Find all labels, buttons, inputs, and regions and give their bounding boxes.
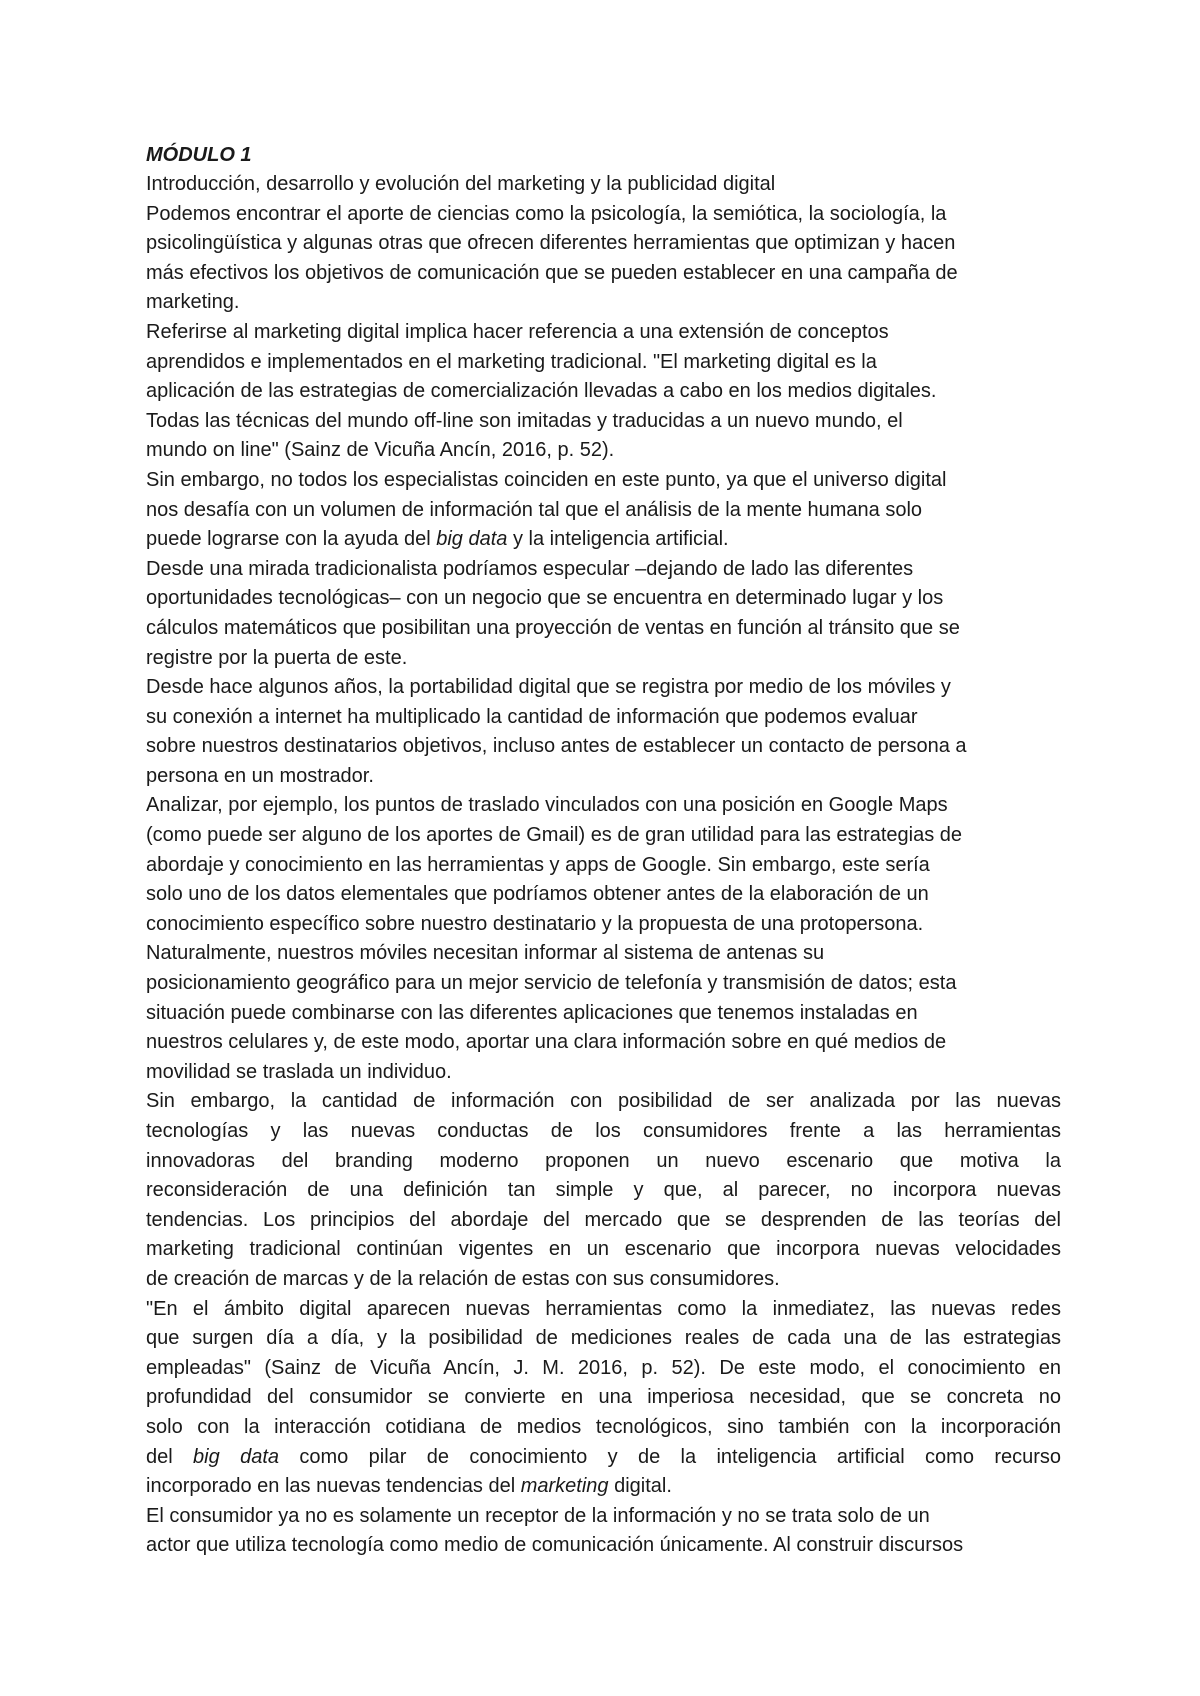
paragraph-6 xyxy=(146,791,1061,939)
text-line xyxy=(146,1472,1061,1502)
text-line: Desde hace algunos años, la portabilidad digital que se registra por medio de los móviles y xyxy=(146,676,951,699)
text-line: marketing. xyxy=(146,291,240,314)
text-run: y la inteligencia artificial. xyxy=(507,528,729,551)
text-run: puede lograrse con la ayuda del xyxy=(146,528,437,551)
paragraph-2 xyxy=(146,318,1061,466)
text-line: tecnologías y las nuevas conductas de los consumidores frente a las herramientas xyxy=(146,1120,1061,1142)
text-line: que surgen día a día, y la posibilidad de mediciones reales de cada una de las estrategias xyxy=(146,1327,1061,1350)
text-line: solo uno de los datos elementales que podríamos obtener antes de la elaboración de un xyxy=(146,883,929,906)
text-line: Referirse al marketing digital implica hacer referencia a una extensión de conceptos xyxy=(146,320,889,343)
text-run: incorporado en las nuevas tendencias del xyxy=(146,1475,521,1498)
text-line: profundidad del consumidor se convierte en una imperiosa necesidad, que se concreta no xyxy=(146,1386,1061,1409)
text-line: Todas las técnicas del mundo off-line son imitadas y traducidas a un nuevo mundo, el xyxy=(146,409,903,432)
text-line: Sin embargo, la cantidad de información con posibilidad de ser analizada por las nuevas xyxy=(146,1090,1061,1113)
text-line: nuestros celulares y, de este modo, aportar una clara información sobre en qué medios de xyxy=(146,1031,947,1054)
text-line: mundo on line" (Sainz de Vicuña Ancín, 2016, p. 52). xyxy=(146,439,615,462)
text-line: actor que utiliza tecnología como medio de comunicación únicamente. Al construir discursos xyxy=(146,1534,964,1557)
text-line xyxy=(146,1443,1061,1473)
text-line: "En el ámbito digital aparecen nuevas herramientas como la inmediatez, las nuevas redes xyxy=(146,1297,1061,1320)
italic-term: big data xyxy=(193,1445,280,1468)
paragraph-8 xyxy=(146,1087,1061,1294)
text-run: del xyxy=(146,1445,194,1468)
text-line: marketing tradicional continúan vigentes en un escenario que incorpora nuevas velocidades xyxy=(146,1238,1061,1261)
module-subtitle xyxy=(146,170,1061,200)
text-line: posicionamiento geográfico para un mejor servicio de telefonía y transmisión de datos; esta xyxy=(146,972,957,995)
paragraph-4 xyxy=(146,555,1061,673)
text-line: abordaje y conocimiento en las herramientas y apps de Google. Sin embargo, este sería xyxy=(146,853,930,876)
text-line: nos desafía con un volumen de información tal que el análisis de la mente humana solo xyxy=(146,498,923,521)
text-line: de creación de marcas y de la relación de estas con sus consumidores. xyxy=(146,1267,780,1290)
text-line xyxy=(146,525,1061,555)
text-line: sobre nuestros destinatarios objetivos, incluso antes de establecer un contacto de persona a xyxy=(146,735,967,758)
text-line: Podemos encontrar el aporte de ciencias como la psicología, la semiótica, la sociología, la xyxy=(146,202,947,225)
text-line: Analizar, por ejemplo, los puntos de traslado vinculados con una posición en Google Maps xyxy=(146,794,948,817)
text-line: su conexión a internet ha multiplicado la cantidad de información que podemos evaluar xyxy=(146,705,918,728)
paragraph-7 xyxy=(146,939,1061,1087)
italic-term: big data xyxy=(436,528,508,551)
text-line: Naturalmente, nuestros móviles necesitan informar al sistema de antenas su xyxy=(146,942,825,965)
module-heading: MÓDULO 1 xyxy=(146,144,252,166)
text-line: empleadas" (Sainz de Vicuña Ancín, J. M. 2016, p. 52). De este modo, el conocimiento en xyxy=(146,1356,1061,1379)
text-line: conocimiento específico sobre nuestro destinatario y la propuesta de una protopersona. xyxy=(146,912,924,935)
text-line: movilidad se traslada un individuo. xyxy=(146,1060,452,1083)
text-line: aplicación de las estrategias de comercialización llevadas a cabo en los medios digitales. xyxy=(146,380,937,403)
paragraph-5 xyxy=(146,673,1061,791)
text-line: Desde una mirada tradicionalista podríamos especular –dejando de lado las diferentes xyxy=(146,557,914,580)
text-line: situación puede combinarse con las diferentes aplicaciones que tenemos instaladas en xyxy=(146,1001,918,1024)
text-line: reconsideración de una definición tan simple y que, al parecer, no incorpora nuevas xyxy=(146,1179,1061,1202)
text-line: cálculos matemáticos que posibilitan una proyección de ventas en función al tránsito que se xyxy=(146,616,960,639)
text-line: oportunidades tecnológicas– con un negocio que se encuentra en determinado lugar y los xyxy=(146,587,944,610)
paragraph-3 xyxy=(146,466,1061,555)
subtitle-line: Introducción, desarrollo y evolución del marketing y la publicidad digital xyxy=(146,173,776,195)
text-line: más efectivos los objetivos de comunicación que se pueden establecer en una campaña de xyxy=(146,261,958,284)
paragraph-1 xyxy=(146,200,1061,318)
text-line: El consumidor ya no es solamente un receptor de la información y no se trata solo de un xyxy=(146,1504,930,1527)
paragraph-9 xyxy=(146,1295,1061,1502)
text-line: tendencias. Los principios del abordaje del mercado que se desprenden de las teorías del xyxy=(146,1208,1061,1231)
text-line: solo con la interacción cotidiana de medios tecnológicos, sino también con la incorporación xyxy=(146,1415,1061,1438)
text-line: aprendidos e implementados en el marketing tradicional. "El marketing digital es la xyxy=(146,350,877,373)
paragraph-10 xyxy=(146,1502,1061,1561)
text-line: psicolingüística y algunas otras que ofrecen diferentes herramientas que optimizan y hacen xyxy=(146,232,956,255)
text-line: Sin embargo, no todos los especialistas coinciden en este punto, ya que el universo digital xyxy=(146,468,947,491)
text-line: (como puede ser alguno de los aportes de Gmail) es de gran utilidad para las estrategias de xyxy=(146,824,963,847)
document-page xyxy=(146,141,1061,1561)
italic-term: marketing xyxy=(520,1475,609,1498)
text-line: registre por la puerta de este. xyxy=(146,646,408,669)
text-run: como pilar de conocimiento y de la inteligencia artificial como recurso xyxy=(279,1445,1062,1468)
text-line: persona en un mostrador. xyxy=(146,764,374,787)
text-line: innovadoras del branding moderno proponen un nuevo escenario que motiva la xyxy=(146,1149,1061,1172)
text-run: digital. xyxy=(608,1475,672,1498)
